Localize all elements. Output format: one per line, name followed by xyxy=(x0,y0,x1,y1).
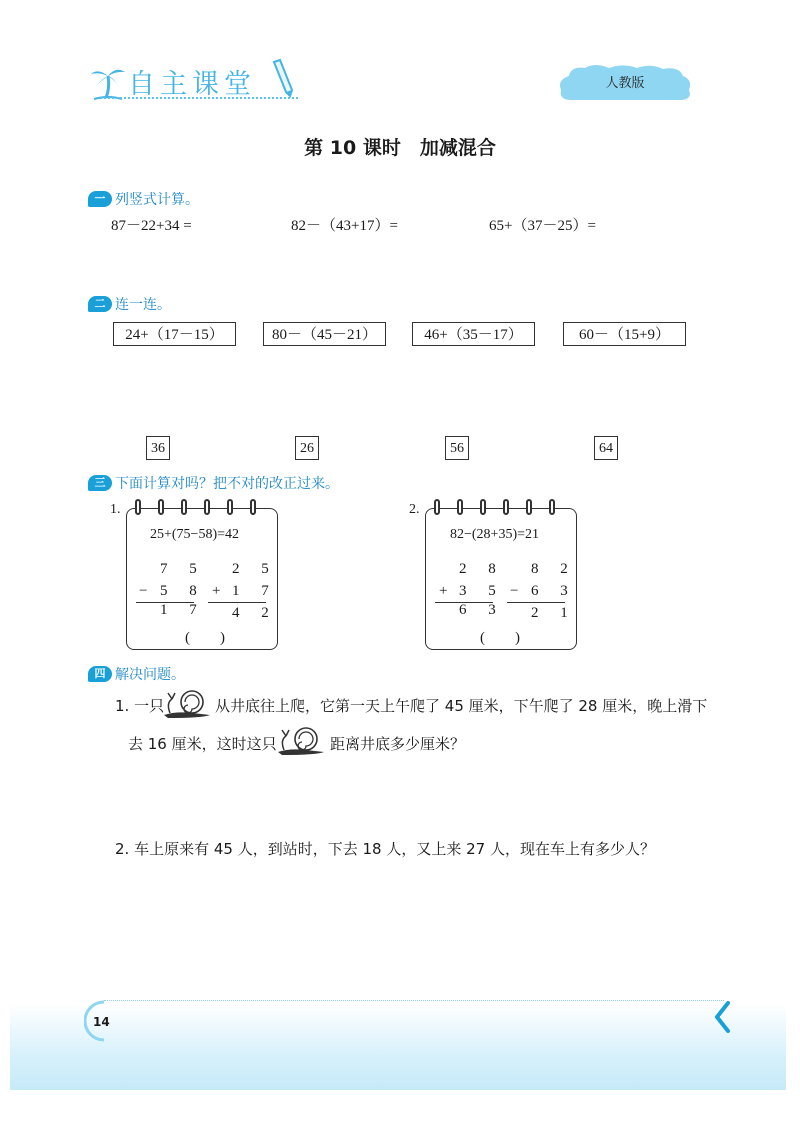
snail-icon xyxy=(276,726,328,756)
section-4-title: 解决问题。 xyxy=(115,667,185,683)
lesson-title: 第 10 课时 加减混合 xyxy=(304,137,496,159)
section-4-heading xyxy=(88,664,185,684)
question-1-part-b: 从井底往上爬，它第一天上午爬了 45 厘米，下午爬了 28 厘米，晚上滑下 xyxy=(215,697,708,715)
footer-rule xyxy=(104,1000,724,1001)
p2-calc-b-rule xyxy=(507,602,565,603)
exercise-2: 82－（43+17）= xyxy=(291,218,398,234)
p1-calc-b-result: 4 2 xyxy=(232,605,278,621)
ring-icon xyxy=(204,499,210,515)
p2-calc-b-mid: 6 3 xyxy=(531,583,577,599)
p1-calc-b-op: + xyxy=(212,583,221,599)
ring-icon xyxy=(549,499,555,515)
footer-band xyxy=(10,1004,786,1090)
problem-1-label: 1. xyxy=(110,502,121,517)
p2-calc-a-result: 6 3 xyxy=(459,602,505,618)
ring-icon xyxy=(250,499,256,515)
palm-tree-icon xyxy=(88,62,128,102)
p2-calc-b-op: − xyxy=(510,583,519,599)
p2-calc-a-top: 2 8 xyxy=(459,561,505,577)
p1-calc-b-top: 2 5 xyxy=(232,561,278,577)
question-2: 2. 车上原来有 45 人，到站时，下去 18 人，又上来 27 人，现在车上有多少人？ xyxy=(115,840,655,858)
ring-icon xyxy=(158,499,164,515)
p2-calc-a-mid: 3 5 xyxy=(459,583,505,599)
section-4-badge: 四 xyxy=(88,666,112,682)
chevron-left-icon xyxy=(713,1000,731,1034)
ring-icon xyxy=(526,499,532,515)
match-answer-1[interactable]: 36 xyxy=(146,436,170,460)
match-expression-4[interactable]: 60－（15+9） xyxy=(563,322,686,346)
page-number: 14 xyxy=(93,1015,110,1029)
section-1-title: 列竖式计算。 xyxy=(115,192,199,208)
p1-calc-a-op: − xyxy=(139,583,148,599)
problem-1-equation: 25+(75−58)=42 xyxy=(150,527,240,542)
p1-calc-a-result: 1 7 xyxy=(160,602,206,618)
match-answer-3[interactable]: 56 xyxy=(445,436,469,460)
ring-icon xyxy=(480,499,486,515)
brand-title: 自主课堂 xyxy=(128,69,256,100)
ring-icon xyxy=(135,499,141,515)
section-2-title: 连一连。 xyxy=(115,297,171,313)
edition-badge xyxy=(557,64,693,104)
match-answer-2[interactable]: 26 xyxy=(295,436,319,460)
p2-calc-b-result: 2 1 xyxy=(531,605,577,621)
exercise-3: 65+（37－25）= xyxy=(489,218,596,234)
exercise-1: 87－22+34 = xyxy=(111,218,192,234)
snail-icon xyxy=(162,689,214,719)
question-1-part-a: 1. 一只 xyxy=(115,697,165,715)
match-expression-3[interactable]: 46+（35－17） xyxy=(412,322,535,346)
p1-calc-a-top: 7 5 xyxy=(160,561,206,577)
section-3-heading xyxy=(88,473,339,493)
ring-icon xyxy=(181,499,187,515)
section-2-badge: 二 xyxy=(88,296,112,312)
ring-icon xyxy=(227,499,233,515)
p2-calc-a-op: + xyxy=(439,583,448,599)
match-answer-4[interactable]: 64 xyxy=(594,436,618,460)
problem-2-equation: 82−(28+35)=21 xyxy=(450,527,540,542)
problem-2-label: 2. xyxy=(409,502,420,517)
p1-calc-a-mid: 5 8 xyxy=(160,583,206,599)
p1-calc-b-mid: 1 7 xyxy=(232,583,278,599)
ring-icon xyxy=(503,499,509,515)
edition-label: 人教版 xyxy=(605,76,645,91)
match-expression-1[interactable]: 24+（17－15） xyxy=(113,322,236,346)
section-3-title: 下面计算对吗？把不对的改正过来。 xyxy=(115,476,339,492)
header-rule xyxy=(100,97,298,99)
section-1-heading xyxy=(88,189,199,209)
section-3-badge: 三 xyxy=(88,475,112,491)
p1-judgement-blank[interactable]: ( ) xyxy=(185,630,225,646)
p1-calc-b-rule xyxy=(208,602,266,603)
pencil-icon xyxy=(270,58,296,98)
ring-icon xyxy=(457,499,463,515)
question-1-part-c: 去 16 厘米，这时这只 xyxy=(128,735,277,753)
ring-icon xyxy=(434,499,440,515)
p2-judgement-blank[interactable]: ( ) xyxy=(480,630,520,646)
question-1-part-d: 距离井底多少厘米？ xyxy=(330,735,466,753)
match-expression-2[interactable]: 80－（45－21） xyxy=(263,322,386,346)
p2-calc-b-top: 8 2 xyxy=(531,561,577,577)
section-2-heading xyxy=(88,294,171,314)
section-1-badge: 一 xyxy=(88,191,112,207)
